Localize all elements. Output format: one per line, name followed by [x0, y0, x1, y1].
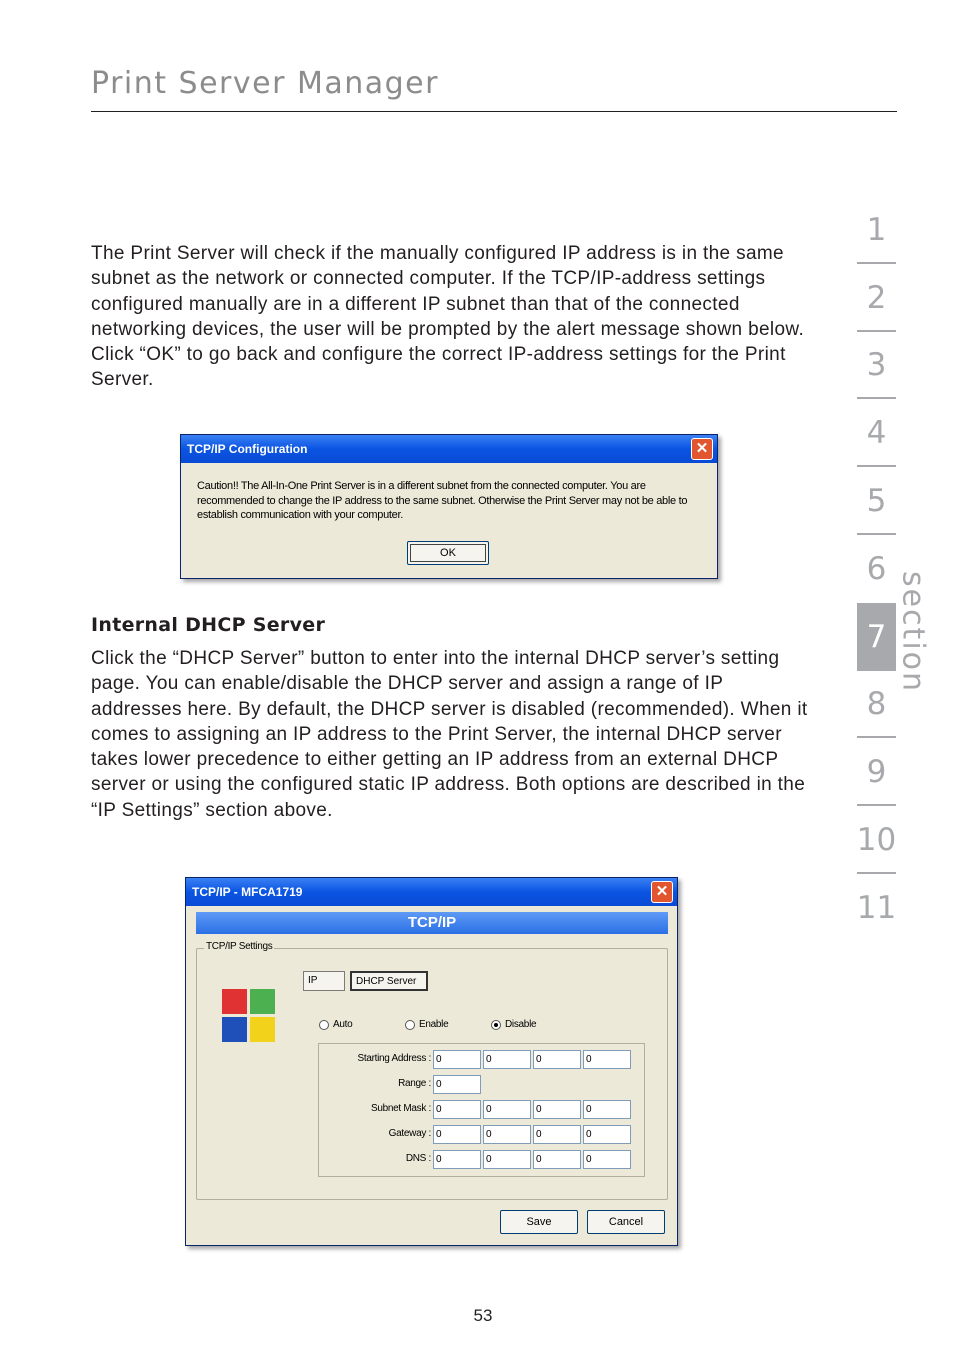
gateway-octet-4[interactable]: 0 [583, 1125, 631, 1144]
field-label: Subnet Mask : [370, 1103, 431, 1114]
alert-dialog [180, 434, 718, 579]
section-nav-item-8[interactable]: 8 [857, 671, 896, 739]
gateway-octet-1[interactable]: 0 [433, 1125, 481, 1144]
starting-address-octet-1[interactable]: 0 [433, 1050, 481, 1069]
radio-enable-circle [405, 1020, 415, 1030]
field-label: DNS : [405, 1153, 431, 1164]
tcpip-titlebar: TCP/IP - MFCA1719 [186, 878, 677, 906]
subnet-mask-octet-1[interactable]: 0 [433, 1100, 481, 1119]
field-label: Starting Address : [357, 1053, 431, 1064]
field-label: Gateway : [388, 1128, 431, 1139]
logo-tile-yellow [250, 1017, 275, 1042]
dhcp-paragraph: Click the “DHCP Server” button to enter into the internal DHCP server’s setting page. You can enable/disable the DHCP server and assign a range of IP addresses here. By default, the DHCP server is disabled (recommended). When it comes to assigning an IP address to the Print Server, the internal DHCP server takes lower precedence to either getting an IP address from an external DHCP server or using the configured static IP address. Both options are described in the “IP Settings” section above. [91, 648, 808, 821]
dhcp-server-tab-button[interactable]: DHCP Server [350, 971, 428, 991]
page-number: 53 [473, 1306, 493, 1325]
save-button[interactable]: Save [500, 1210, 578, 1234]
tcpip-banner: TCP/IP [196, 912, 668, 934]
section-nav-item-2[interactable]: 2 [857, 264, 896, 332]
section-label-text: section [895, 570, 931, 694]
gateway-octet-2[interactable]: 0 [483, 1125, 531, 1144]
radio-auto[interactable] [319, 1019, 352, 1030]
dhcp-fields-box [318, 1043, 645, 1177]
intro-paragraph: The Print Server will check if the manually configured IP address is in the same subnet as the network or connected computer. If the TCP/IP-address settings configured manually are in a different IP subnet than that of the connected networking devices, the user will be prompted by the alert message shown below. Click “OK” to go back and configure the correct IP-address settings for the Print Server. [91, 243, 805, 391]
field-label: Range : [398, 1078, 431, 1089]
section-nav-item-4[interactable]: 4 [857, 399, 896, 467]
tcpip-group-label: TCP/IP Settings [206, 941, 273, 952]
row-gateway [319, 1123, 646, 1145]
radio-auto-circle [319, 1020, 329, 1030]
section-nav-item-3[interactable]: 3 [857, 332, 896, 400]
starting-address-octet-3[interactable]: 0 [533, 1050, 581, 1069]
section-nav-item-5[interactable]: 5 [857, 467, 896, 535]
logo-tile-red [222, 989, 247, 1014]
subnet-mask-octet-2[interactable]: 0 [483, 1100, 531, 1119]
section-nav-item-1[interactable]: 1 [857, 196, 896, 264]
row-dns [319, 1148, 646, 1170]
header-rule [91, 111, 897, 112]
printer-logo-icon [222, 989, 276, 1043]
gateway-octet-3[interactable]: 0 [533, 1125, 581, 1144]
section-label [883, 570, 943, 694]
row-subnet-mask [319, 1098, 646, 1120]
dns-octet-4[interactable]: 0 [583, 1150, 631, 1169]
radio-enable[interactable] [405, 1019, 448, 1030]
starting-address-octet-4[interactable]: 0 [583, 1050, 631, 1069]
section-nav-item-7-active[interactable]: 7 [857, 603, 896, 671]
tcpip-dialog [185, 877, 678, 1246]
section-nav-item-9[interactable]: 9 [857, 738, 896, 806]
logo-tile-blue [222, 1017, 247, 1042]
section-nav-item-10[interactable]: 10 [857, 806, 896, 874]
cancel-button[interactable]: Cancel [587, 1210, 665, 1234]
section-nav [857, 196, 896, 942]
row-starting-address [319, 1048, 646, 1070]
section-nav-item-6[interactable]: 6 [866, 550, 887, 587]
radio-disable-label: Disable [505, 1019, 537, 1030]
alert-titlebar: TCP/IP Configuration [181, 435, 717, 463]
radio-auto-label: Auto [333, 1019, 353, 1030]
radio-disable-circle [491, 1020, 501, 1030]
subnet-mask-octet-4[interactable]: 0 [583, 1100, 631, 1119]
dns-octet-1[interactable]: 0 [433, 1150, 481, 1169]
section-nav-item-11[interactable]: 11 [856, 889, 897, 926]
dns-octet-2[interactable]: 0 [483, 1150, 531, 1169]
logo-tile-green [250, 989, 275, 1014]
subnet-mask-octet-3[interactable]: 0 [533, 1100, 581, 1119]
page-header-title: Print Server Manager [91, 66, 439, 101]
dhcp-heading: Internal DHCP Server [91, 614, 326, 636]
close-icon[interactable]: ✕ [651, 881, 673, 903]
alert-message: Caution!! The All-In-One Print Server is in a different subnet from the connected computer. You are recommended to change the IP address to the same subnet. Otherwise the Print Server may not be able to establish communication with your computer. [197, 480, 688, 521]
radio-disable[interactable] [491, 1019, 536, 1030]
row-range [319, 1073, 646, 1095]
radio-enable-label: Enable [419, 1019, 449, 1030]
dns-octet-3[interactable]: 0 [533, 1150, 581, 1169]
starting-address-octet-2[interactable]: 0 [483, 1050, 531, 1069]
ip-tab-button[interactable]: IP [303, 971, 345, 991]
close-icon[interactable]: ✕ [691, 438, 713, 460]
ok-button[interactable]: OK [407, 541, 489, 565]
range-field[interactable]: 0 [433, 1075, 481, 1094]
